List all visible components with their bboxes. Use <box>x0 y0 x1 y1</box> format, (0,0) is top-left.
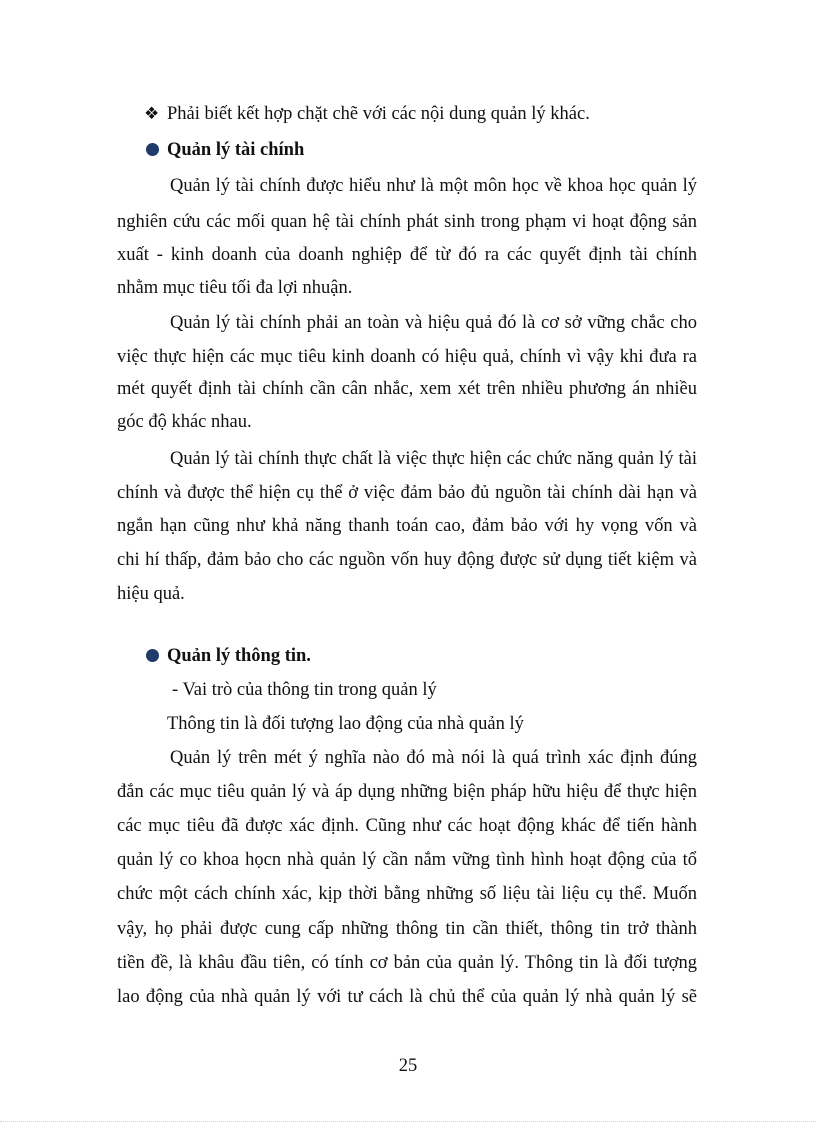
paragraph-line: vậy, họ phải được cung cấp những thông tin cần thiết, thông tin trở thành <box>117 919 697 939</box>
paragraph-line: chi hí thấp, đảm bảo cho các nguồn vốn huy động được sử dụng tiết kiệm và <box>117 550 697 570</box>
paragraph-line: xuất - kinh doanh của doanh nghiệp để từ đó ra các quyết định tài chính <box>117 245 697 265</box>
page-bottom-divider <box>0 1121 816 1122</box>
page-number: 25 <box>398 1056 418 1076</box>
paragraph-line: việc thực hiện các mục tiêu kinh doanh có hiệu quả, chính vì vậy khi đưa ra <box>117 347 697 367</box>
paragraph-line: các mục tiêu đã được xác định. Cũng như các hoạt động khác để tiến hành <box>117 816 697 836</box>
paragraph-line: mét quyết định tài chính cần cân nhắc, xem xét trên nhiều phương án nhiều <box>117 379 697 399</box>
paragraph-line: hiệu quả. <box>117 584 185 604</box>
paragraph-line: nghiên cứu các mối quan hệ tài chính phát sinh trong phạm vi hoạt động sản <box>117 212 697 232</box>
paragraph-line: Quản lý trên mét ý nghĩa nào đó mà nói là quá trình xác định đúng <box>170 748 697 768</box>
paragraph-line: lao động của nhà quản lý với tư cách là chủ thể của quản lý nhà quản lý sẽ <box>117 987 697 1007</box>
paragraph-line: tiền đề, là khâu đầu tiên, có tính cơ bản của quản lý. Thông tin là đối tượng <box>117 953 697 973</box>
paragraph-line: chức một cách chính xác, kịp thời bằng những số liệu tài liệu cụ thể. Muốn <box>117 884 697 904</box>
subheading-line: Thông tin là đối tượng lao động của nhà quản lý <box>167 714 524 734</box>
section-heading-information: Quản lý thông tin. <box>167 646 311 666</box>
section-heading-finance: Quản lý tài chính <box>167 140 305 160</box>
paragraph-line: Quản lý tài chính phải an toàn và hiệu quả đó là cơ sở vững chắc cho <box>170 313 697 333</box>
paragraph-line: Quản lý tài chính thực chất là việc thực hiện các chức năng quản lý tài <box>170 449 697 469</box>
paragraph-line: nhằm mục tiêu tối đa lợi nhuận. <box>117 278 353 298</box>
bullet-text: Phải biết kết hợp chặt chẽ với các nội dung quản lý khác. <box>167 104 590 124</box>
subheading-line: - Vai trò của thông tin trong quản lý <box>172 680 437 700</box>
paragraph-line: ngắn hạn cũng như khả năng thanh toán cao, đảm bảo với hy vọng vốn và <box>117 516 697 536</box>
filled-circle-bullet-icon <box>146 649 159 662</box>
paragraph-line: quản lý co khoa họcn nhà quản lý cần nắm vững tình hình hoạt động của tổ <box>117 850 697 870</box>
four-diamond-bullet-icon: ❖ <box>144 104 160 123</box>
paragraph-line: Quản lý tài chính được hiểu như là một môn học về khoa học quản lý <box>170 176 697 196</box>
paragraph-line: góc độ khác nhau. <box>117 412 252 432</box>
filled-circle-bullet-icon <box>146 143 159 156</box>
paragraph-line: chính và được thể hiện cụ thể ở việc đảm bảo đủ nguồn tài chính dài hạn và <box>117 483 697 503</box>
paragraph-line: đắn các mục tiêu quản lý và áp dụng những biện pháp hữu hiệu để thực hiện <box>117 782 697 802</box>
